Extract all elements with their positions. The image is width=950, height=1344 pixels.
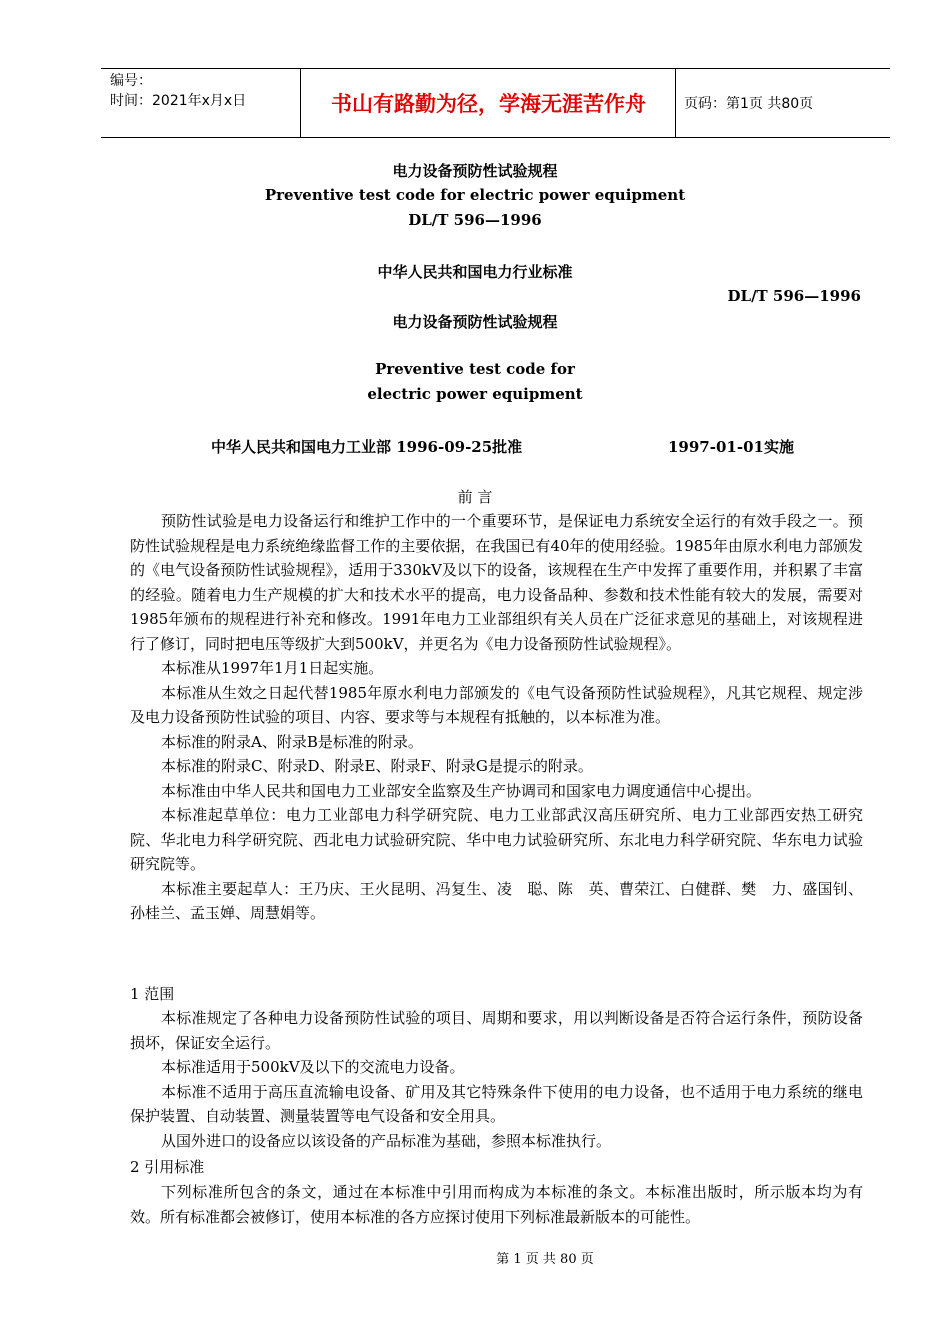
standard-code-right: DL/T 596—1996 — [727, 287, 861, 305]
section-2-body — [130, 1180, 863, 1229]
time-label: 时间：2021年x月x日 — [110, 93, 247, 109]
title-code: DL/T 596—1996 — [408, 211, 542, 229]
issuer-title: 中华人民共和国电力行业标准 — [377, 263, 573, 281]
paragraph: 本标准由中华人民共和国电力工业部安全监察及生产协调司和国家电力调度通信中心提出。 — [161, 781, 762, 800]
paragraph: 从国外进口的设备应以该设备的产品标准为基础，参照本标准执行。 — [161, 1131, 612, 1150]
section-1-heading: 1 范围 — [130, 985, 175, 1003]
standard-title-en-2: electric power equipment — [367, 385, 583, 403]
paragraph: 本标准不适用于高压直流输电设备、矿用及其它特殊条件下使用的电力设备，也不适用于电力系统的继电保护装置、自动装置、测量装置等电气设备和安全用具。 — [130, 1082, 863, 1125]
foreword-heading: 前 言 — [457, 488, 493, 506]
title-en: Preventive test code for electric power equipment — [264, 186, 686, 204]
page-footer: 第 1 页 共 80 页 — [496, 1252, 594, 1267]
paragraph: 下列标准所包含的条文，通过在本标准中引用而构成为本标准的条文。本标准出版时，所示版本均为有效。所有标准都会被修订，使用本标准的各方应探讨使用下列标准最新版本的可能性。 — [130, 1183, 863, 1226]
paragraph: 本标准从1997年1月1日起实施。 — [161, 659, 384, 677]
header-page-label: 页码：第1页 共80页 — [684, 96, 814, 112]
title-cn: 电力设备预防性试验规程 — [392, 162, 558, 180]
effective-date: 1997-01-01实施 — [668, 438, 794, 456]
paragraph: 本标准适用于500kV及以下的交流电力设备。 — [161, 1058, 465, 1076]
number-label: 编号： — [110, 73, 152, 89]
section-2-heading: 2 引用标准 — [130, 1158, 205, 1176]
standard-title-en-1: Preventive test code for — [375, 360, 575, 378]
standard-title-cn: 电力设备预防性试验规程 — [392, 313, 558, 331]
paragraph: 本标准的附录C、附录D、附录E、附录F、附录G是提示的附录。 — [161, 757, 593, 775]
paragraph: 本标准规定了各种电力设备预防性试验的项目、周期和要求，用以判断设备是否符合运行条件，预防设备损坏，保证安全运行。 — [130, 1009, 863, 1052]
paragraph: 本标准的附录A、附录B是标准的附录。 — [161, 732, 423, 751]
paragraph: 本标准起草单位：电力工业部电力科学研究院、电力工业部武汉高压研究所、电力工业部西安热工研究院、华北电力科学研究院、西北电力试验研究院、华中电力试验研究所、东北电力科学研究院、华东电力试验研究院等。 — [130, 806, 863, 873]
paragraph: 本标准从生效之日起代替1985年原水利电力部颁发的《电气设备预防性试验规程》，凡其它规程、规定涉及电力设备预防性试验的项目、内容、要求等与本规程有抵触的，以本标准为准。 — [130, 683, 863, 726]
paragraph: 本标准主要起草人：王乃庆、王火昆明、冯复生、凌 聪、陈 英、曹荣江、白健群、樊 力、盛国钊、孙桂兰、孟玉婵、周慧娟等。 — [130, 879, 863, 922]
paragraph: 预防性试验是电力设备运行和维护工作中的一个重要环节，是保证电力系统安全运行的有效手段之一。预防性试验规程是电力系统绝缘监督工作的主要依据，在我国已有40年的使用经验。1985年由原水利电力部颁发的《电气设备预防性试验规程》，适用于330kV及以下的设备，该规程在生产中发挥了重要作用，并积累了丰富的经验。随着电力生产规模的扩大和技术水平的提高，电力设备品种、参数和技术性能有较大的发展，需要对1985年颁布的规程进行补充和修改。1991年电力工业部组织有关人员在广泛征求意见的基础上，对该规程进行了修订，同时把电压等级扩大到500kV，并更名为《电力设备预防性试验规程》。 — [130, 512, 863, 653]
header-meta-cell — [101, 69, 301, 137]
approval-line: 中华人民共和国电力工业部 1996-09-25批准 — [211, 438, 523, 456]
header-motto: 书山有路勤为径，学海无涯苦作舟 — [302, 69, 676, 137]
page-header — [101, 68, 890, 138]
foreword-body — [130, 509, 863, 926]
section-1-body — [130, 1006, 863, 1153]
